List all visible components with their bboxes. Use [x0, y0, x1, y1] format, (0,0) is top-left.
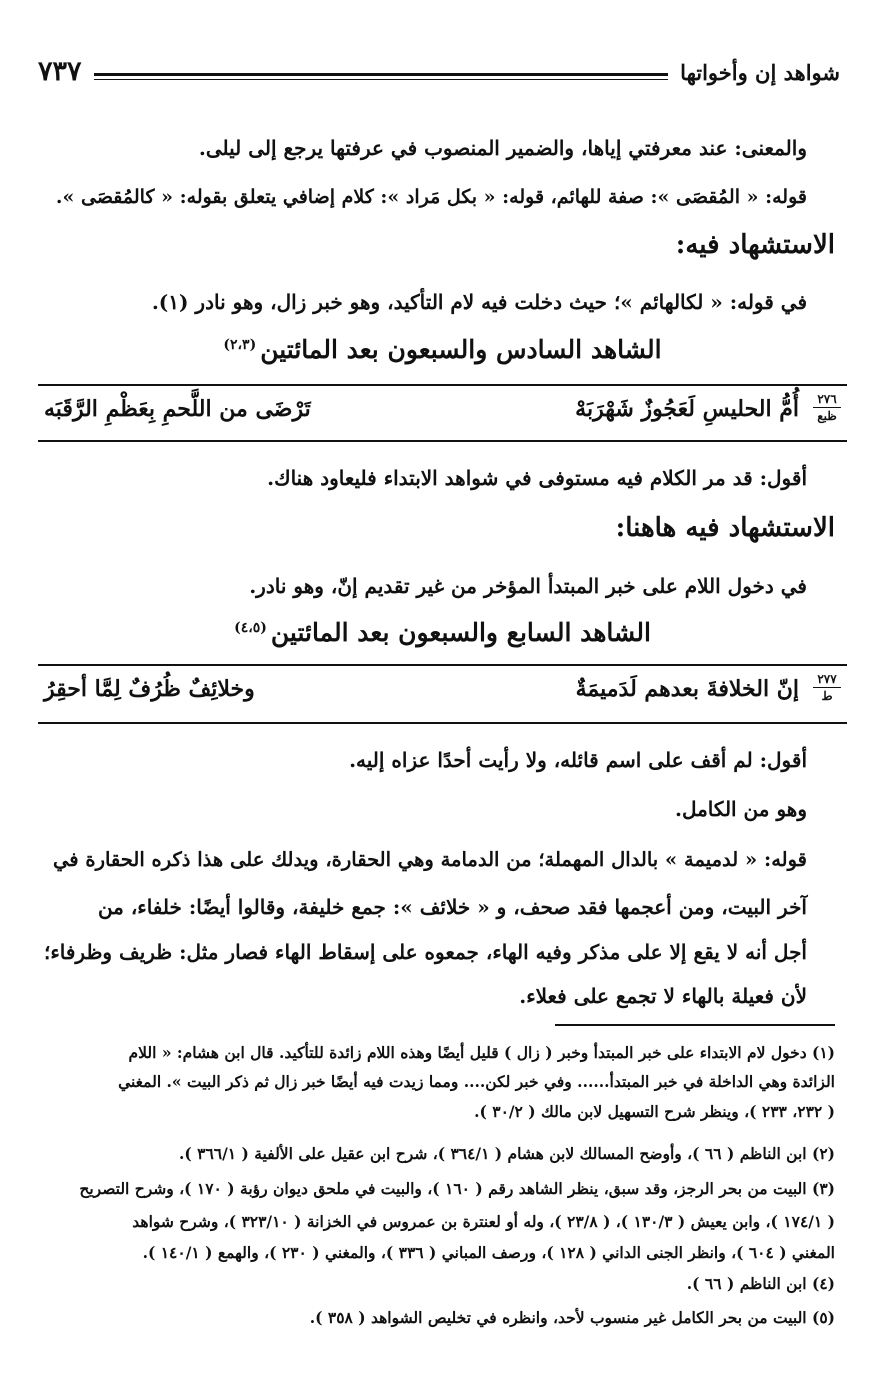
footnote-5: (٥) البيت من بحر الكامل غير منسوب لأحد، وانظره في تخليص الشواهد ( ٣٥٨ ).: [309, 1308, 835, 1327]
paragraph-qawluh-1: قوله: « المُقصَى »: صفة للهائم، قوله: « بكل مَراد »: كلام إضافي يتعلق بقوله: « كالمُقصَى ».: [55, 186, 807, 208]
paragraph-qawluh-2-line2: آخر البيت، ومن أعجمها فقد صحف، و « خلائف »: جمع خليفة، وقالوا أيضًا: خلفاء، من: [97, 895, 807, 919]
verse-277-number-top: ٢٧٧: [817, 672, 837, 686]
running-head-rule: [94, 73, 668, 80]
paragraph-meter: وهو من الكامل.: [674, 797, 807, 821]
paragraph-aqul-2: أقول: لم أقف على اسم قائله، ولا رأيت أحدًا عزاه إليه.: [349, 748, 807, 772]
witness-title-276-ref: (٢،٣): [223, 336, 257, 353]
verse-276-top-rule: [38, 384, 847, 386]
paragraph-meaning: والمعنى: عند معرفتي إياها، والضمير المنصوب في عرفتها يرجع إلى ليلى.: [198, 136, 807, 160]
verse-276-number: [809, 392, 845, 423]
footnote-3-line1: (٣) البيت من بحر الرجز، وقد سبق، ينظر الشاهد رقم ( ١٦٠ )، والبيت في ملحق ديوان رؤبة ( ١٧٠ )، وشرح التصريح: [79, 1179, 835, 1198]
verse-276-number-line: [813, 407, 841, 408]
verse-276: [38, 388, 847, 436]
page-number: ٧٣٧: [38, 56, 82, 87]
footnote-1-line2: الزائدة وهي الداخلة في خبر المبتدأ...... وفي خبر لكن.... ومما زيدت فيه أيضًا خبر زال ثم ذكر البيت ». المغني: [118, 1072, 835, 1091]
footnote-3-line2: ( ١٧٤/١ )، وابن يعيش ( ١٣٠/٣ )، ( ٢٣/٨ )، وله أو لعنترة بن عمروس في الخزانة ( ٣٢٣/١٠ )، وشرح شواهد: [132, 1212, 835, 1231]
witness-title-277-text: الشاهد السابع والسبعون بعد المائتين: [270, 618, 651, 647]
verse-276-bottom-rule: [38, 440, 847, 442]
witness-title-276-text: الشاهد السادس والسبعون بعد المائتين: [260, 335, 662, 364]
footnote-separator: [555, 1024, 835, 1026]
verse-276-second-hemistich: تَرْضَى من اللَّحمِ بِعَظْمِ الرَّقَبَه: [44, 396, 311, 422]
paragraph-istishhad-1: في قوله: « لكالهائم »؛ حيث دخلت فيه لام التأكيد، وهو خبر زال، وهو نادر (١).: [151, 290, 807, 314]
section-heading-istishhad-hahuna: الاستشهاد فيه هاهنا:: [615, 513, 835, 543]
verse-277-bottom-rule: [38, 722, 847, 724]
verse-276-number-top: ٢٧٦: [817, 392, 837, 406]
footnote-1-line3: ( ٢٣٢، ٢٣٣ )، وينظر شرح التسهيل لابن مالك ( ٣٠/٢ ).: [474, 1102, 835, 1121]
verse-277-number-line: [813, 687, 841, 688]
verse-277-top-rule: [38, 664, 847, 666]
paragraph-qawluh-2-line4: لأن فعيلة بالهاء لا تجمع على فعلاء.: [519, 984, 807, 1008]
witness-title-277: [38, 618, 847, 647]
witness-title-276: [38, 335, 847, 364]
running-head: [38, 58, 840, 98]
verse-277-second-hemistich: وخلائِفٌ ظُرُفٌ لِمَّا أحقِرُ: [44, 676, 255, 702]
verse-277-number: [809, 672, 845, 703]
verse-276-number-bottom: ظبع: [817, 409, 837, 423]
running-head-title: شواهد إن وأخواتها: [680, 60, 840, 85]
footnote-1-line1: (١) دخول لام الابتداء على خبر المبتدأ وخبر ( زال ) قليل أيضًا وهذه اللام زائدة للتأكيد. قال ابن هشام: « اللام: [128, 1043, 835, 1062]
verse-277-first-hemistich: إنّ الخلافةَ بعدهم لَدَميمَةٌ: [575, 676, 799, 702]
verse-277: [38, 668, 847, 716]
paragraph-qawluh-2-line3: أجل أنه لا يقع إلا على مذكر وفيه الهاء، جمعوه على إسقاط الهاء فصار مثل: ظريف وظرفاء؛: [44, 940, 807, 964]
footnote-4: (٤) ابن الناظم ( ٦٦ ).: [686, 1274, 835, 1293]
paragraph-istishhad-2: في دخول اللام على خبر المبتدأ المؤخر من غير تقديم إنّ، وهو نادر.: [249, 574, 807, 598]
verse-276-first-hemistich: أُمُّ الحليسِ لَعَجُوزٌ شَهْرَبَهْ: [575, 396, 799, 422]
paragraph-qawluh-2-line1: قوله: « لدميمة » بالدال المهملة؛ من الدمامة وهي الحقارة، ويدلك على هذا ذكره الحقارة في: [52, 848, 807, 871]
section-heading-istishhad: الاستشهاد فيه:: [675, 230, 835, 260]
verse-277-number-bottom: ط: [821, 689, 833, 703]
witness-title-277-ref: (٤،٥): [234, 619, 267, 636]
paragraph-aqul-1: أقول: قد مر الكلام فيه مستوفى في شواهد الابتداء فليعاود هناك.: [267, 466, 807, 490]
footnote-2: (٢) ابن الناظم ( ٦٦ )، وأوضح المسالك لابن هشام ( ٣٦٤/١ )، شرح ابن عقيل على الألفية ( ٣٦٦/١ ).: [179, 1144, 835, 1163]
footnote-3-line3: المغني ( ٦٠٤ )، وانظر الجنى الداني ( ١٢٨ )، ورصف المباني ( ٣٣٦ )، والمغني ( ٢٣٠ )، والهمع ( ١٤٠/١ ).: [142, 1243, 835, 1262]
